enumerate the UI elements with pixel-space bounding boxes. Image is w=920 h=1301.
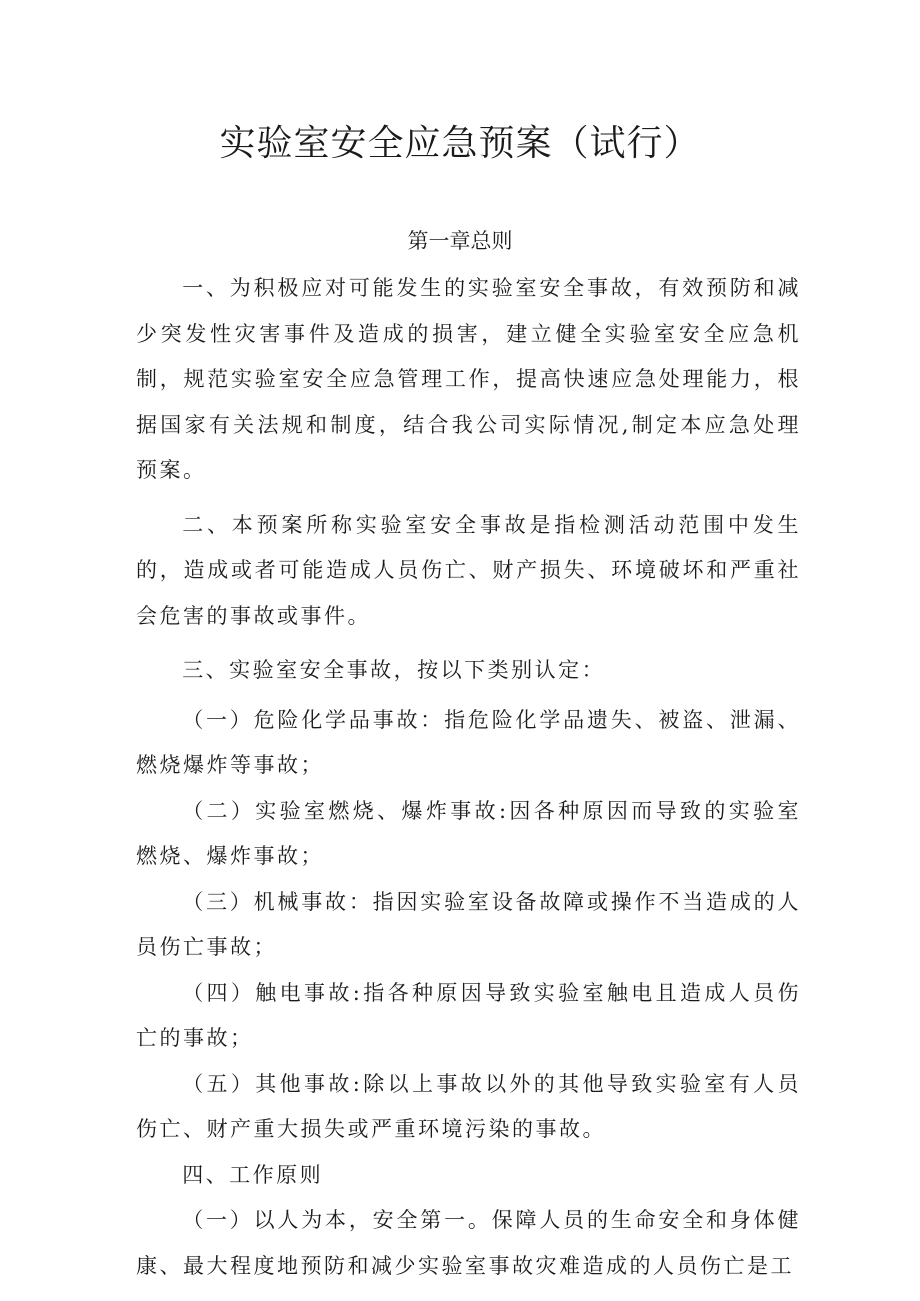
category-item-mechanical: （三）机械事故：指因实验室设备故障或操作不当造成的人员伤亡事故； bbox=[136, 889, 801, 959]
category-item-fire-explosion: （二）实验室燃烧、爆炸事故:因各种原因而导致的实验室燃烧、爆炸事故； bbox=[136, 798, 801, 868]
category-item-other: （五）其他事故:除以上事故以外的其他导致实验室有人员伤亡、财产重大损失或严重环境污染的事故。 bbox=[136, 1071, 801, 1141]
chapter-heading: 第一章总则 bbox=[407, 229, 513, 253]
document-title: 实验室安全应急预案（试行） bbox=[219, 123, 701, 164]
principle-item-people-first: （一）以人为本，安全第一。保障人员的生命安全和身体健康、最大程度地预防和减少实验室事故灾难造成的人员伤亡是工 bbox=[136, 1208, 801, 1278]
category-item-chemical: （一）危险化学品事故：指危险化学品遗失、被盗、泄漏、燃烧爆炸等事故； bbox=[136, 707, 801, 777]
paragraph-categories-intro: 三、实验室安全事故，按以下类别认定： bbox=[182, 658, 606, 682]
paragraph-definition: 二、本预案所称实验室安全事故是指检测活动范围中发生的，造成或者可能造成人员伤亡、财产损失、环境破坏和严重社会危害的事故或事件。 bbox=[136, 512, 801, 628]
paragraph-purpose: 一、为积极应对可能发生的实验室安全事故，有效预防和减少突发性灾害事件及造成的损害，建立健全实验室安全应急机制，规范实验室安全应急管理工作，提高快速应急处理能力，根据国家有关法规和制度，结合我公司实际情况,制定本应急处理预案。 bbox=[136, 276, 801, 482]
document-body bbox=[136, 266, 801, 1289]
category-item-electric-shock: （四）触电事故:指各种原因导致实验室触电且造成人员伤亡的事故； bbox=[136, 980, 801, 1050]
paragraph-principles-heading: 四、工作原则 bbox=[182, 1162, 324, 1187]
